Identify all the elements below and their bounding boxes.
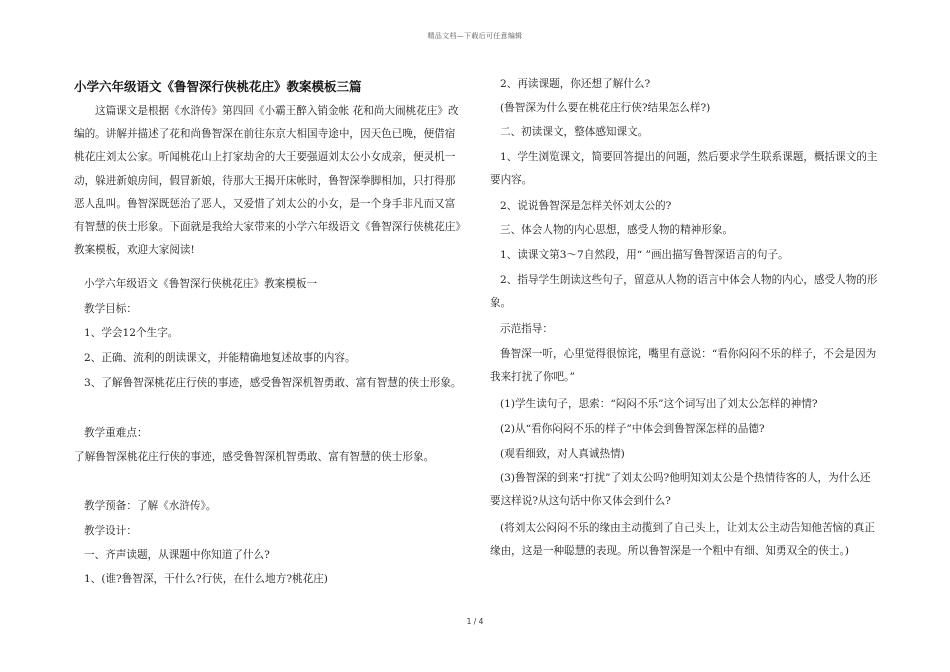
goal-item-1: 1、学会12个生字。 bbox=[84, 327, 179, 339]
right-line-11: (1)学生读句子，思索：“闷闷不乐”这个词写出了刘太公怎样的神情? bbox=[500, 398, 818, 410]
document-title: 小学六年级语文《鲁智深行侠桃花庄》教案模板三篇 bbox=[74, 79, 362, 94]
key-points-heading: 教学重难点： bbox=[84, 427, 148, 439]
preparation-line: 教学预备：了解《水浒传》。 bbox=[84, 500, 217, 512]
page-header: 精品文档—下载后可任意编辑 bbox=[427, 32, 523, 40]
right-line-6: 三、体会人物的内心思想，感受人物的精神形象。 bbox=[500, 224, 734, 236]
right-line-2: (鲁智深为什么要在桃花庄行侠?结果怎么样?) bbox=[500, 102, 711, 114]
goals-heading: 教学目标： bbox=[84, 303, 137, 315]
template-one-heading: 小学六年级语文《鲁智深行侠桃花庄》教案模板一 bbox=[84, 278, 318, 290]
intro-paragraph: 这篇课文是根据《水浒传》第四回《小霸王醉入销金帐 花和尚大闹桃花庄》改编的。讲解并描述了花和尚鲁智深在前往东京大相国寺途中，因天色已晚，便借宿桃花庄刘太公家。听闻桃花山上打家劫舍的大王要强逼刘太公小女成亲，便灵机一动，躲进新娘房间，假冒新娘，待那大王揭开床帐时，鲁智深拳脚相加，只打得那恶人乱叫。鲁智深既惩治了恶人，又爱惜了刘太公的小女，是一个身手非凡而又富有智慧的侠士形象。下面就是我给大家带来的小学六年级语文《鲁智深行侠桃花庄》教案模板，欢迎大家阅读! bbox=[74, 105, 461, 257]
right-line-8: 2、指导学生朗读这些句子，留意从人物的语言中体会人物的内心，感受人物的形象。 bbox=[490, 274, 878, 310]
step-one: 一、齐声读题，从课题中你知道了什么? bbox=[84, 549, 270, 561]
key-points-text: 了解鲁智深桃花庄行侠的事迹，感受鲁智深机智勇敢、富有智慧的侠士形象。 bbox=[74, 451, 435, 463]
step-one-answer: 1、(谁?鲁智深，干什么?行侠，在什么地方?桃花庄) bbox=[84, 573, 328, 585]
design-heading: 教学设计： bbox=[84, 525, 137, 537]
goal-item-3: 3、了解鲁智深桃花庄行侠的事迹，感受鲁智深机智勇敢、富有智慧的侠士形象。 bbox=[84, 377, 462, 389]
right-line-5: 2、说说鲁智深是怎样关怀刘太公的? bbox=[500, 200, 672, 212]
right-line-13: (观看细致，对人真诚热情) bbox=[500, 448, 625, 460]
right-line-1: 2、再读课题，你还想了解什么? bbox=[500, 78, 651, 90]
right-line-12: (2)从“看你闷闷不乐的样子”中体会到鲁智深怎样的品德? bbox=[500, 423, 765, 435]
page-number: 1 / 4 bbox=[466, 617, 484, 626]
goal-item-2: 2、正确、流利的朗读课文，并能精确地复述故事的内容。 bbox=[84, 352, 356, 364]
right-line-3: 二、初读课文，整体感知课文。 bbox=[500, 126, 649, 138]
right-line-7: 1、读课文第3～7自然段，用“ ”画出描写鲁智深语言的句子。 bbox=[500, 249, 789, 261]
right-line-14: (3)鲁智深的到来“打扰”了刘太公吗?他明知刘太公是个热情待客的人，为什么还要这样说?从这句话中你又体会到什么? bbox=[490, 472, 871, 508]
right-line-10: 鲁智深一听，心里觉得很惊诧，嘴里有意说：“看你闷闷不乐的样子，不会是因为我来打扰了你吧。” bbox=[490, 348, 877, 384]
right-line-15: (将刘太公闷闷不乐的缘由主动揽到了自己头上，让刘太公主动告知他苦恼的真正缘由，这是一种聪慧的表现。所以鲁智深是一个粗中有细、知勇双全的侠士。) bbox=[490, 522, 875, 558]
right-line-4: 1、学生浏览课文，简要回答提出的问题，然后要求学生联系课题，概括课文的主要内容。 bbox=[490, 151, 878, 187]
right-line-9: 示范指导： bbox=[500, 323, 553, 335]
